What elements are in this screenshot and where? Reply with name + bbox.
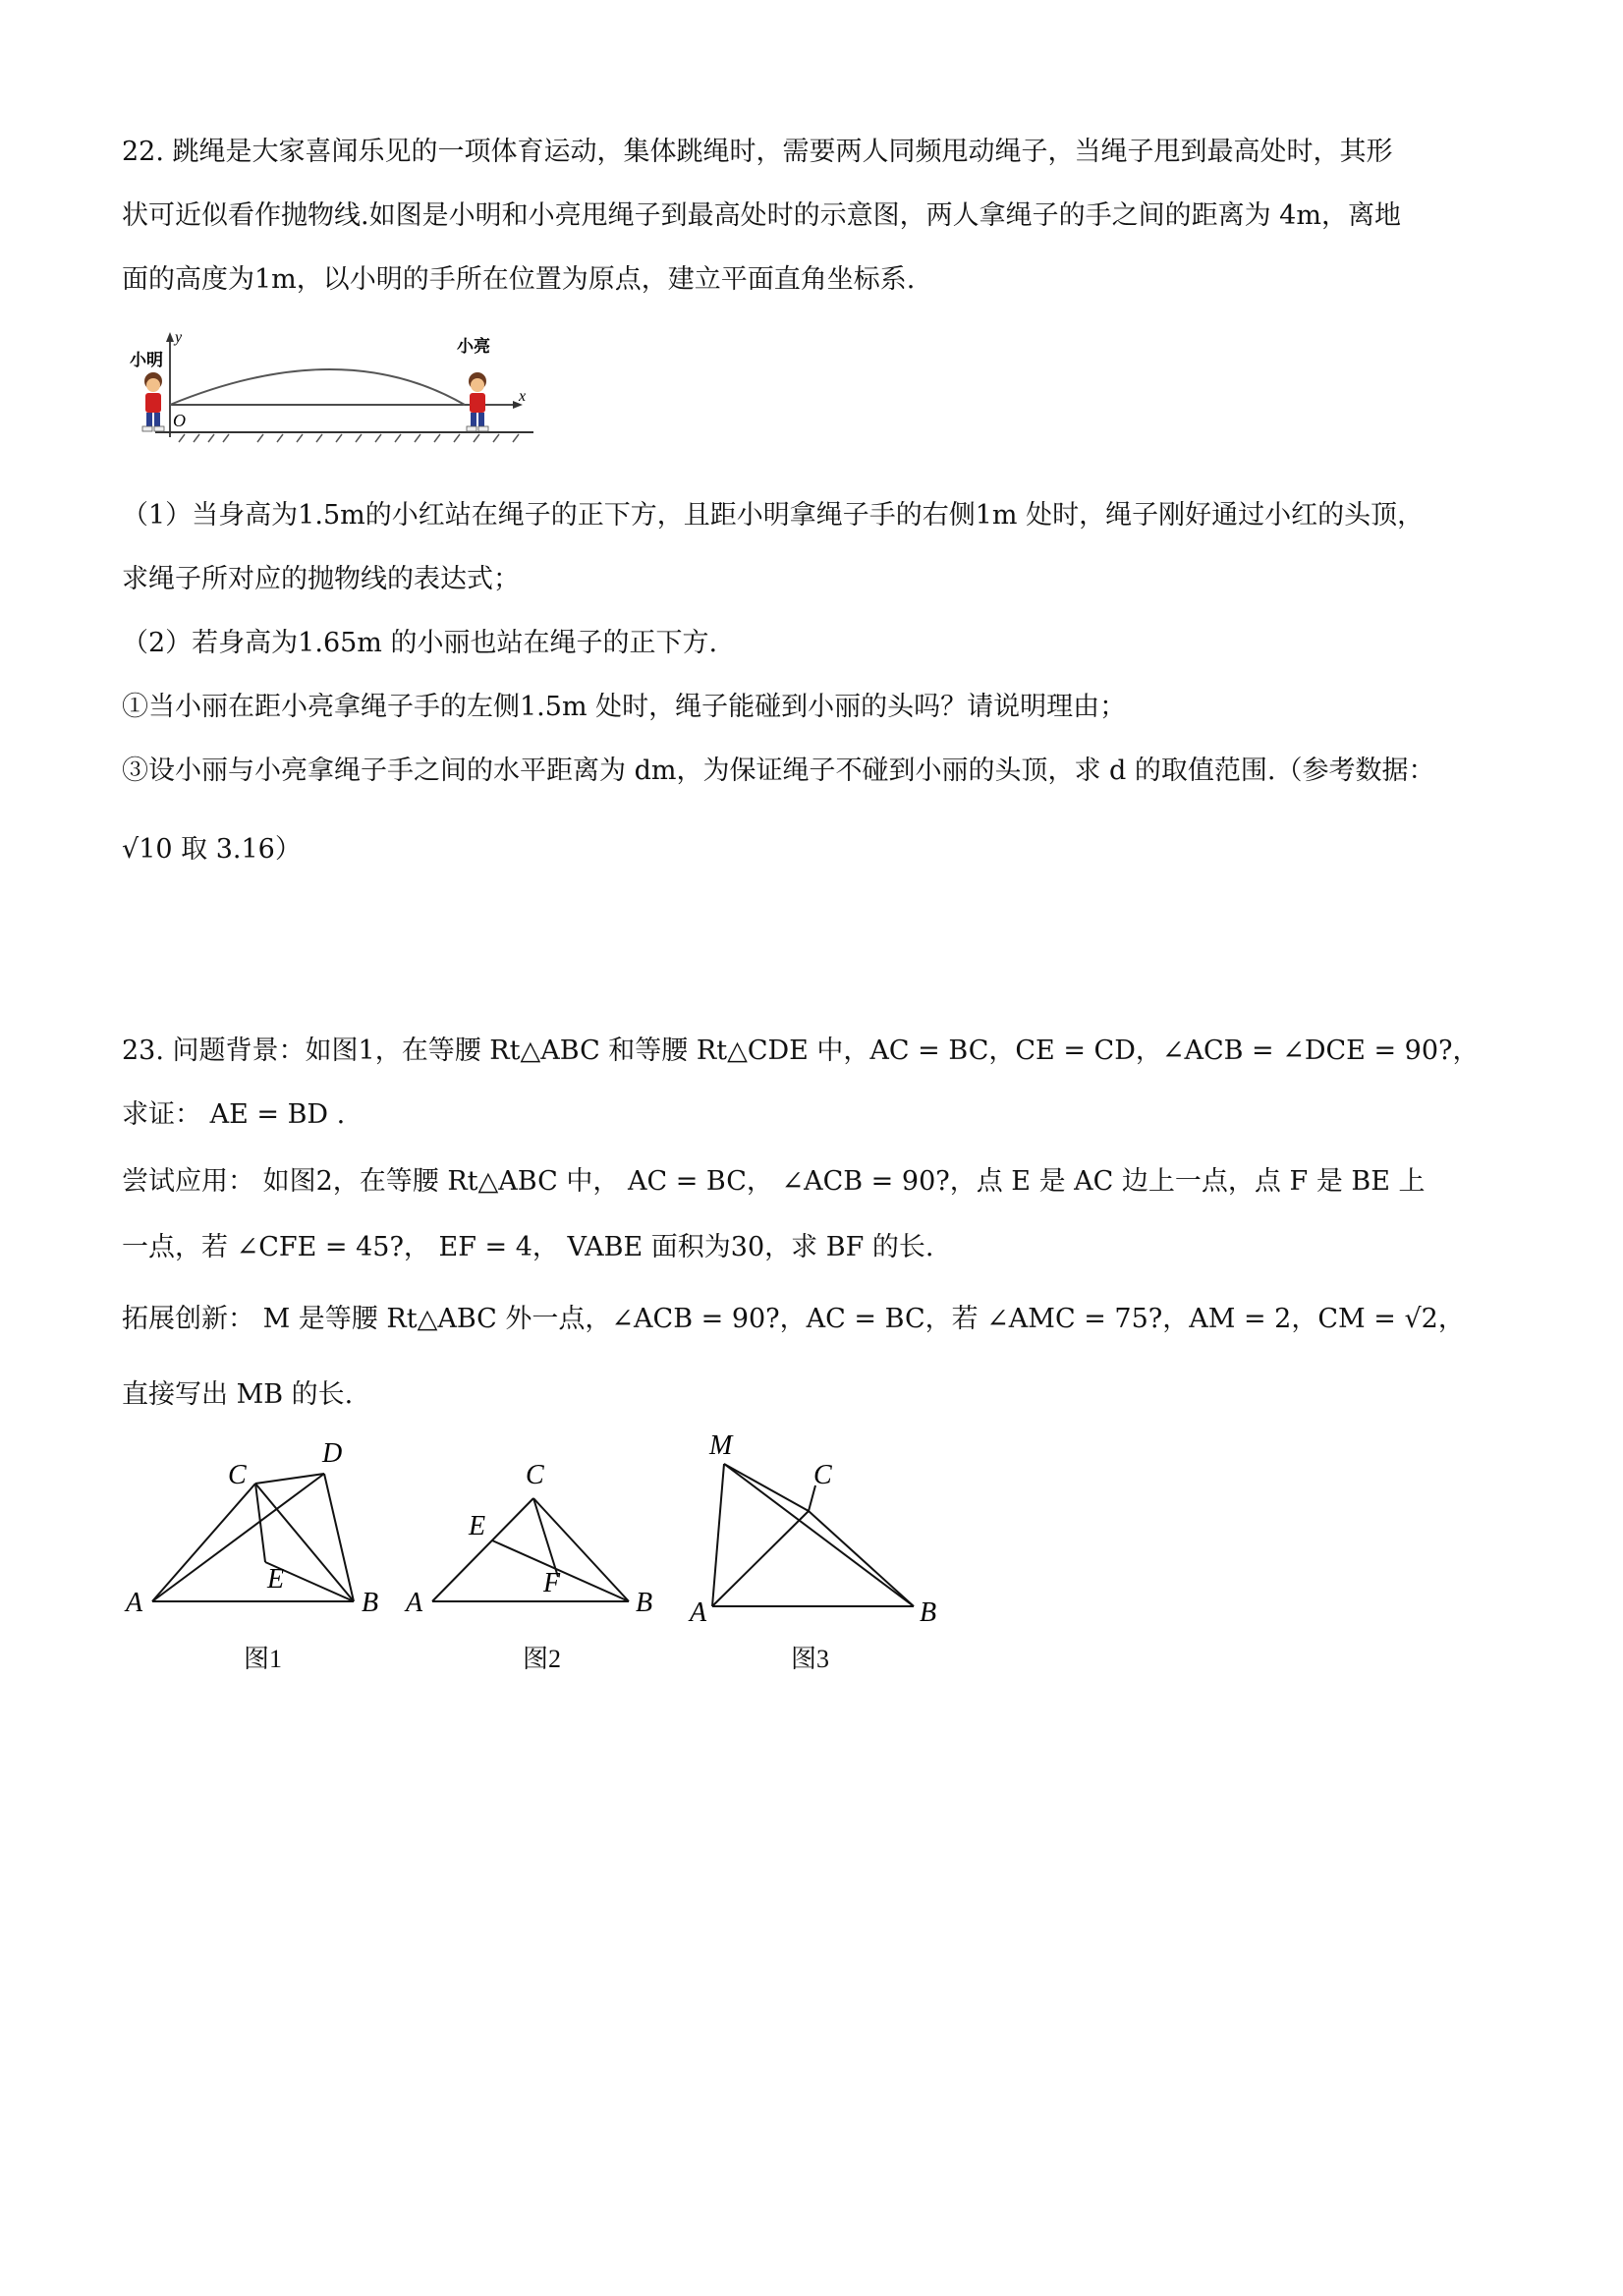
fig2-label-b: B xyxy=(636,1588,653,1618)
xiaoliang-label: 小亮 xyxy=(457,337,490,356)
xiaoming-label: 小明 xyxy=(130,351,163,369)
fig2-label-c: C xyxy=(526,1460,544,1490)
fig3-label-c: C xyxy=(813,1460,832,1490)
figure-3 xyxy=(678,1425,953,1631)
q22-line3: 面的高度为1m，以小明的手所在位置为原点，建立平面直角坐标系. xyxy=(122,264,916,295)
fig3-label-m: M xyxy=(709,1430,733,1461)
fig3-caption: 图3 xyxy=(791,1645,830,1673)
fig1-label-a: A xyxy=(126,1588,143,1618)
fig2-label-a: A xyxy=(406,1588,423,1618)
fig1-label-b: B xyxy=(362,1588,379,1618)
rope-figure xyxy=(126,324,548,452)
ground-hatching xyxy=(179,434,519,442)
q23-line6: 直接写出 MB 的长. xyxy=(122,1379,354,1410)
fig1-label-d: D xyxy=(322,1438,343,1469)
fig1-caption: 图1 xyxy=(244,1645,283,1673)
fig3-label-a: A xyxy=(690,1597,707,1628)
q23-line1: 23. 问题背景：如图1，在等腰 Rt△ABC 和等腰 Rt△CDE 中，AC = BC，CE = CD，∠ACB = ∠DCE = 90?， xyxy=(122,1036,1480,1066)
q22-part2-3: ③设小丽与小亮拿绳子手之间的水平距离为 dm，为保证绳子不碰到小丽的头顶，求 d 的取值范围.（参考数据： xyxy=(122,756,1435,786)
origin-label: O xyxy=(173,411,186,430)
q22-line2: 状可近似看作抛物线.如图是小明和小亮甩绳子到最高处时的示意图，两人拿绳子的手之间的距离为 4m，离地 xyxy=(122,200,1401,231)
y-axis-arrow xyxy=(166,332,174,342)
q22-part2: （2）若身高为1.65m 的小丽也站在绳子的正下方. xyxy=(122,628,718,658)
q22-part2-1: ①当小丽在距小亮拿绳子手的左侧1.5m 处时，绳子能碰到小丽的头吗？请说明理由； xyxy=(122,692,1127,722)
fig2-label-e: E xyxy=(469,1511,486,1541)
q22-part1-a: （1）当身高为1.5m的小红站在绳子的正下方，且距小明拿绳子手的右侧1m 处时，绳子刚好通过小红的头顶， xyxy=(122,500,1425,531)
figure-1 xyxy=(118,1434,393,1631)
q23-line2: 求证： AE = BD . xyxy=(122,1099,346,1130)
x-axis-label: x xyxy=(519,388,527,405)
fig1-label-e: E xyxy=(267,1564,285,1595)
fig2-caption: 图2 xyxy=(523,1645,562,1673)
fig3-label-b: B xyxy=(920,1597,937,1628)
rope-parabola xyxy=(170,369,465,405)
q22-line1: 22. 跳绳是大家喜闻乐见的一项体育运动，集体跳绳时，需要两人同频甩动绳子，当绳子甩到最高处时，其形 xyxy=(122,137,1393,167)
figure-2 xyxy=(398,1444,663,1631)
y-axis-label: y xyxy=(175,329,183,346)
fig2-label-f: F xyxy=(543,1568,561,1598)
q23-line5: 拓展创新： M 是等腰 Rt△ABC 外一点，∠ACB = 90?，AC = BC，若 ∠AMC = 75?，AM = 2，CM = √2， xyxy=(122,1304,1465,1334)
xiaoming-figure xyxy=(142,372,164,431)
q23-line4: 一点，若 ∠CFE = 45?， EF = 4， VABE 面积为30，求 BF 的长. xyxy=(122,1232,934,1262)
q22-reference: √10 取 3.16） xyxy=(122,834,302,865)
q23-line3: 尝试应用： 如图2，在等腰 Rt△ABC 中， AC = BC， ∠ACB = 90?，点 E 是 AC 边上一点，点 F 是 BE 上 xyxy=(122,1166,1426,1197)
xiaoliang-figure xyxy=(467,372,488,431)
q22-part1-b: 求绳子所对应的抛物线的表达式； xyxy=(122,564,520,594)
fig1-label-c: C xyxy=(228,1460,247,1490)
